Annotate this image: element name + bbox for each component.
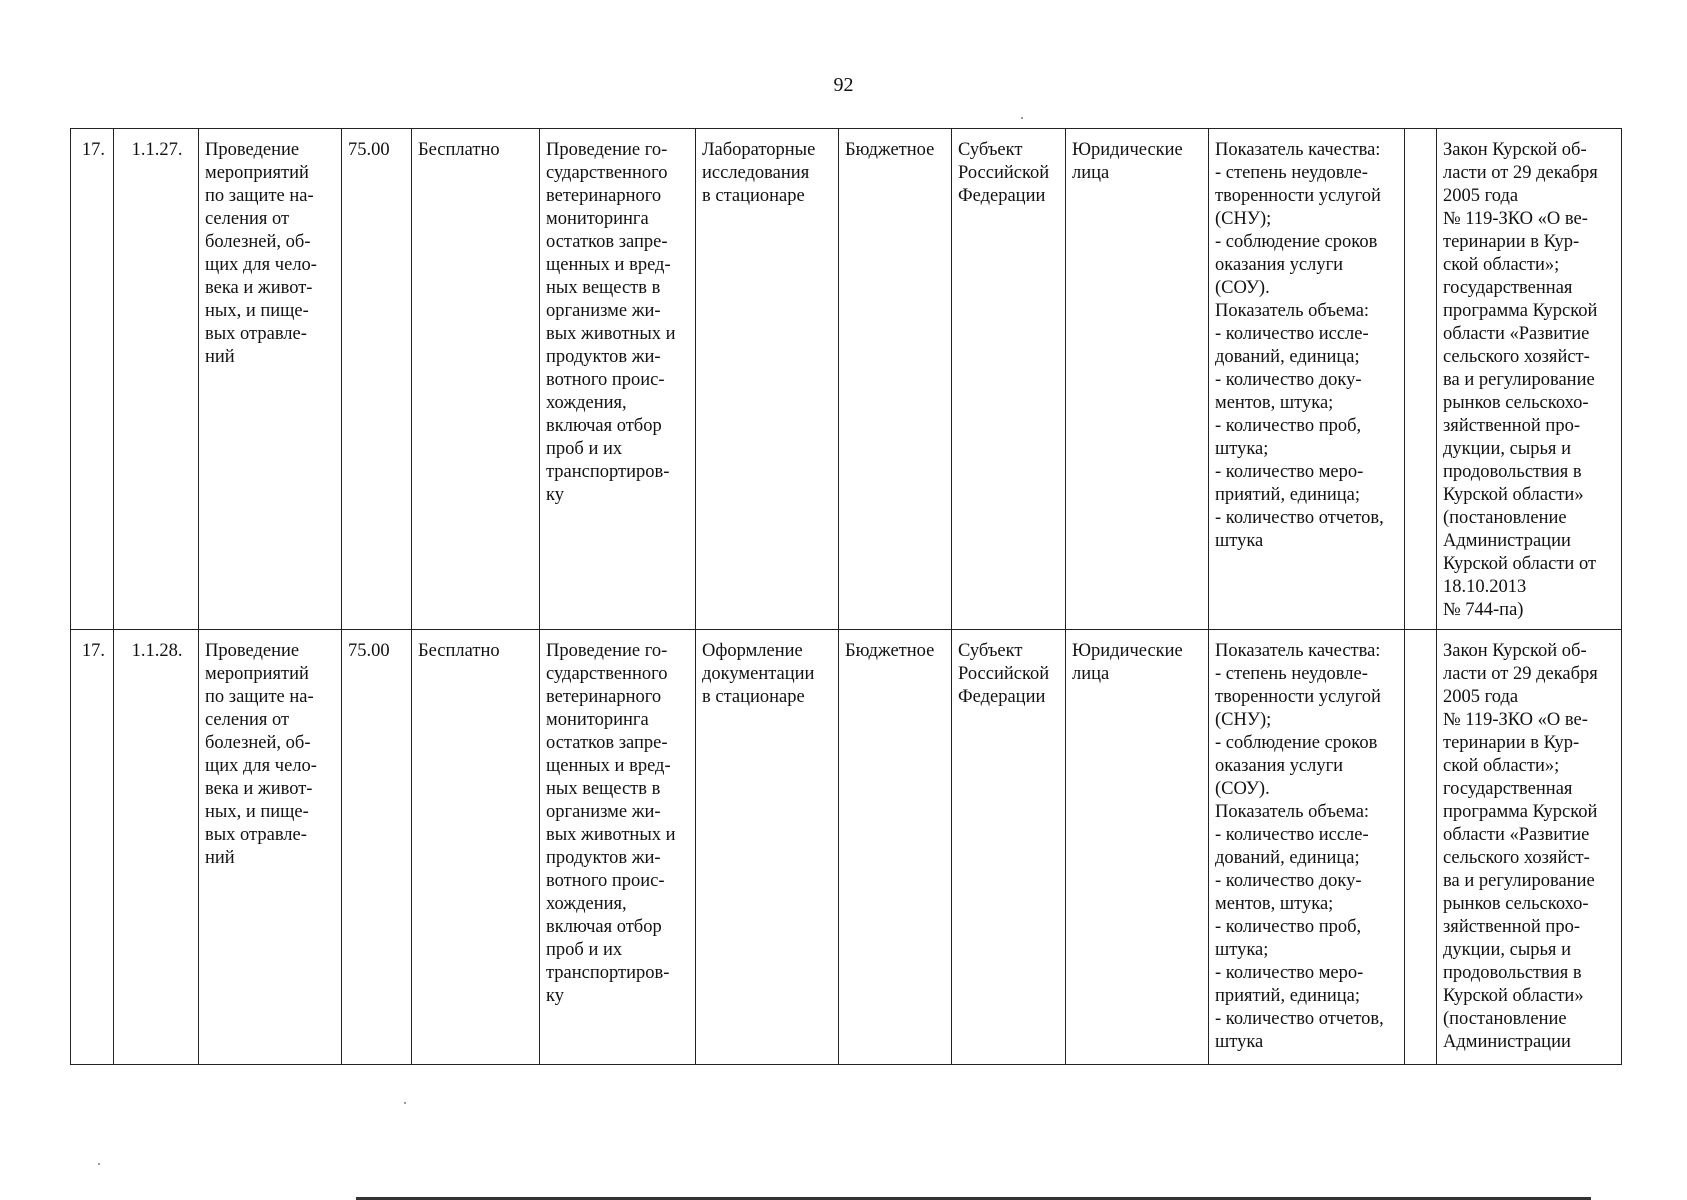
scan-speck — [98, 1163, 100, 1165]
empty-cell — [1405, 129, 1437, 630]
registry-code-cell: 1.1.28. — [114, 630, 199, 1065]
registry-code-cell: 1.1.27. — [114, 129, 199, 630]
row-number-cell: 17. — [71, 129, 114, 630]
price-cell: 75.00 — [342, 630, 412, 1065]
scan-speck — [1021, 117, 1023, 119]
legal-basis-cell: Закон Курской об- ласти от 29 декабря 2005 года № 119-ЗКО «О ве- теринарии в Кур- ской области»; государственная программа Курской области «Развитие сельского хозяйст- ва и регулирование рынков сельскохо- зяйственной про- дукции, сырья и продовольствия в Курской области» (постановление Администрации Курской области от 18.10.2013 № 744-па) — [1437, 129, 1622, 630]
service-form-cell: Оформление документации в стационаре — [696, 630, 839, 1065]
empty-cell — [1405, 630, 1437, 1065]
indicators-cell: Показатель качества: - степень неудовле- творенности услугой (СНУ); - соблюдение сроков оказания услуги (СОУ). Показатель объема: - количество иссле- дований, единица; - количество доку- ментов, штука; - количество проб, штука; - количество меро- приятий, единица; - количество отчетов, штука — [1209, 129, 1405, 630]
table-row — [71, 630, 1622, 1065]
indicators-cell: Показатель качества: - степень неудовле- творенности услугой (СНУ); - соблюдение сроков оказания услуги (СОУ). Показатель объема: - количество иссле- дований, единица; - количество доку- ментов, штука; - количество проб, штука; - количество меро- приятий, единица; - количество отчетов, штука — [1209, 630, 1405, 1065]
legal-basis-cell: Закон Курской об- ласти от 29 декабря 2005 года № 119-ЗКО «О ве- теринарии в Кур- ской области»; государственная программа Курской области «Развитие сельского хозяйст- ва и регулирование рынков сельскохо- зяйственной про- дукции, сырья и продовольствия в Курской области» (постановление Администрации — [1437, 630, 1622, 1065]
service-form-cell: Лабораторные исследования в стационаре — [696, 129, 839, 630]
authority-level-cell: Субъект Российской Федерации — [952, 630, 1066, 1065]
authority-level-cell: Субъект Российской Федерации — [952, 129, 1066, 630]
row-number-cell: 17. — [71, 630, 114, 1065]
services-table — [70, 128, 1622, 1065]
payment-cell: Бесплатно — [412, 630, 540, 1065]
scan-speck — [404, 1102, 406, 1104]
consumers-cell: Юридические лица — [1066, 630, 1209, 1065]
price-cell: 75.00 — [342, 129, 412, 630]
service-content-cell: Проведение го- сударственного ветеринарного мониторинга остатков запре- щенных и вред- ных веществ в организме жи- вых животных и продуктов жи- вотного проис- хождения, включая отбор проб и их транспортиров- ку — [540, 129, 696, 630]
consumers-cell: Юридические лица — [1066, 129, 1209, 630]
service-content-cell: Проведение го- сударственного ветеринарного мониторинга остатков запре- щенных и вред- ных веществ в организме жи- вых животных и продуктов жи- вотного проис- хождения, включая отбор проб и их транспортиров- ку — [540, 630, 696, 1065]
payment-cell: Бесплатно — [412, 129, 540, 630]
table-row — [71, 129, 1622, 630]
service-name-cell: Проведение мероприятий по защите на- селения от болезней, об- щих для чело- века и живот- ных, и пище- вых отравле- ний — [199, 129, 342, 630]
service-name-cell: Проведение мероприятий по защите на- селения от болезней, об- щих для чело- века и живот- ных, и пище- вых отравле- ний — [199, 630, 342, 1065]
page-number: 92 — [833, 74, 854, 96]
institution-type-cell: Бюджетное — [839, 129, 952, 630]
institution-type-cell: Бюджетное — [839, 630, 952, 1065]
